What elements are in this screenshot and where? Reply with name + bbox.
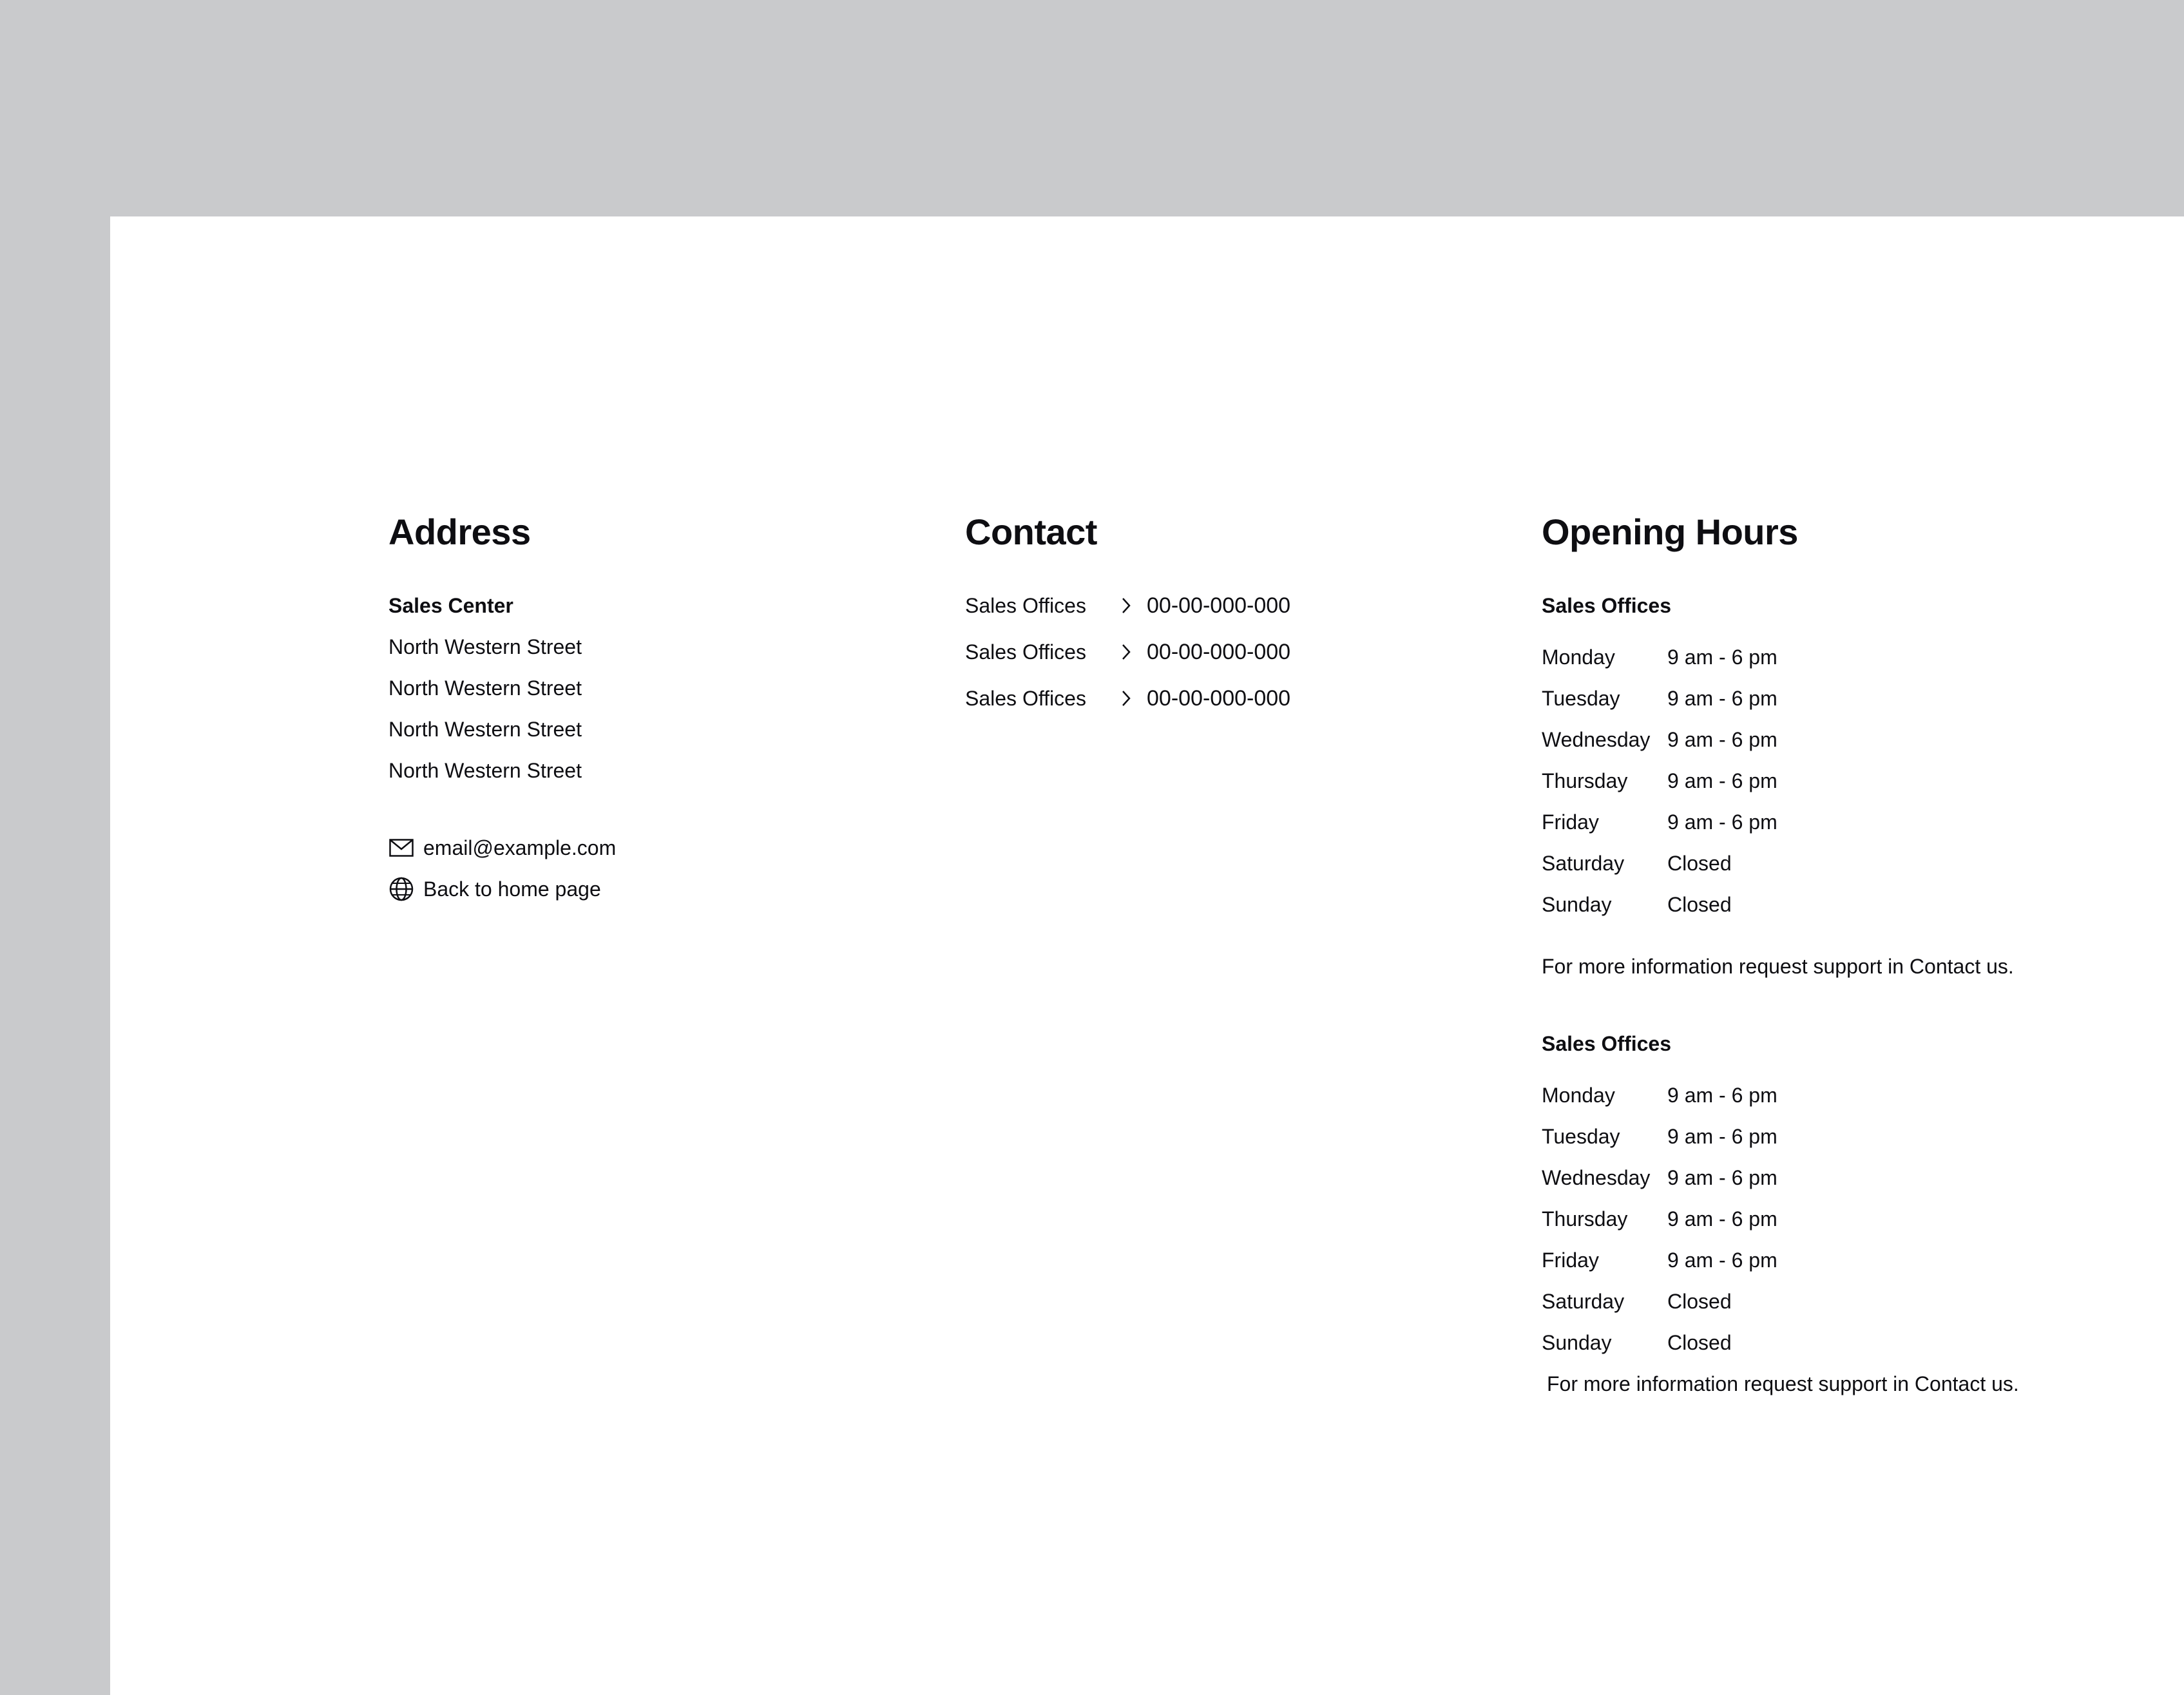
opening-hours-heading: Opening Hours <box>1542 512 1798 552</box>
hours-day: Saturday <box>1542 852 1625 875</box>
hours-time: 9 am - 6 pm <box>1667 1125 1777 1148</box>
phone-number: 00-00-000-000 <box>1147 593 1291 618</box>
hours-time: Closed <box>1667 1331 1732 1354</box>
contact-label: Sales Offices <box>965 687 1086 710</box>
hours-time: 9 am - 6 pm <box>1667 687 1777 710</box>
address-line: North Western Street <box>388 759 582 782</box>
hours-group-title: Sales Offices <box>1542 594 1671 617</box>
hours-time: 9 am - 6 pm <box>1667 810 1777 834</box>
hours-day: Thursday <box>1542 1207 1628 1231</box>
hours-day: Saturday <box>1542 1290 1625 1313</box>
hours-row <box>1542 1247 2122 1273</box>
phone-link[interactable] <box>1118 639 1290 665</box>
hours-time: Closed <box>1667 893 1732 916</box>
contact-section <box>965 509 1468 732</box>
hours-day: Sunday <box>1542 1331 1612 1354</box>
hours-day: Monday <box>1542 1084 1615 1107</box>
email-label: email@example.com <box>423 836 617 859</box>
address-lines <box>388 593 891 783</box>
globe-icon <box>388 876 414 902</box>
hours-note: For more information request support in Contact us. <box>1542 955 2014 978</box>
content-panel <box>110 216 2184 1695</box>
contact-list <box>965 593 1468 711</box>
contact-row <box>965 685 1468 711</box>
hours-row <box>1542 809 2122 835</box>
hours-day: Sunday <box>1542 893 1612 916</box>
contact-label: Sales Offices <box>965 640 1086 664</box>
phone-number: 00-00-000-000 <box>1147 640 1291 664</box>
phone-link[interactable] <box>1118 593 1290 618</box>
opening-hours-section <box>1542 509 2122 1397</box>
phone-link[interactable] <box>1118 685 1290 711</box>
contact-label: Sales Offices <box>965 594 1086 617</box>
hours-time: 9 am - 6 pm <box>1667 646 1777 669</box>
hours-row <box>1542 1082 2122 1108</box>
hours-table <box>1542 644 2122 917</box>
hours-row <box>1542 1330 2122 1355</box>
mail-icon <box>388 835 414 861</box>
hours-day: Tuesday <box>1542 687 1620 710</box>
contact-row <box>965 639 1468 665</box>
hours-row <box>1542 685 2122 711</box>
hours-day: Wednesday <box>1542 1166 1651 1189</box>
hours-table <box>1542 1082 2122 1355</box>
hours-row <box>1542 892 2122 917</box>
hours-note: For more information request support in Contact us. <box>1547 1372 2019 1395</box>
hours-day: Tuesday <box>1542 1125 1620 1148</box>
hours-row <box>1542 1124 2122 1149</box>
hours-group <box>1542 593 2122 979</box>
home-page-link[interactable] <box>388 876 891 902</box>
contact-row <box>965 593 1468 618</box>
hours-day: Wednesday <box>1542 728 1651 751</box>
hours-group <box>1542 1031 2122 1397</box>
hours-day: Thursday <box>1542 769 1628 792</box>
hours-row <box>1542 727 2122 752</box>
hours-day: Friday <box>1542 810 1599 834</box>
address-line: North Western Street <box>388 635 582 658</box>
hours-time: 9 am - 6 pm <box>1667 1084 1777 1107</box>
hours-time: 9 am - 6 pm <box>1667 1249 1777 1272</box>
hours-time: 9 am - 6 pm <box>1667 1207 1777 1231</box>
hours-time: 9 am - 6 pm <box>1667 769 1777 792</box>
chevron-right-icon <box>1118 639 1134 665</box>
hours-row <box>1542 768 2122 794</box>
home-page-label: Back to home page <box>423 877 601 901</box>
address-line: North Western Street <box>388 676 582 700</box>
contact-heading: Contact <box>965 512 1097 552</box>
email-link[interactable] <box>388 835 891 861</box>
address-links <box>388 835 891 902</box>
hours-group-title: Sales Offices <box>1542 1032 1671 1055</box>
address-center-name: Sales Center <box>388 594 513 617</box>
hours-time: Closed <box>1667 852 1732 875</box>
chevron-right-icon <box>1118 593 1134 618</box>
hours-day: Monday <box>1542 646 1615 669</box>
address-heading: Address <box>388 512 531 552</box>
hours-row <box>1542 850 2122 876</box>
hours-row <box>1542 644 2122 670</box>
hours-row <box>1542 1165 2122 1191</box>
hours-row <box>1542 1206 2122 1232</box>
phone-number: 00-00-000-000 <box>1147 686 1291 711</box>
hours-time: 9 am - 6 pm <box>1667 1166 1777 1189</box>
address-line: North Western Street <box>388 718 582 741</box>
address-section <box>388 509 891 917</box>
hours-row <box>1542 1288 2122 1314</box>
chevron-right-icon <box>1118 685 1134 711</box>
hours-time: Closed <box>1667 1290 1732 1313</box>
hours-time: 9 am - 6 pm <box>1667 728 1777 751</box>
hours-day: Friday <box>1542 1249 1599 1272</box>
